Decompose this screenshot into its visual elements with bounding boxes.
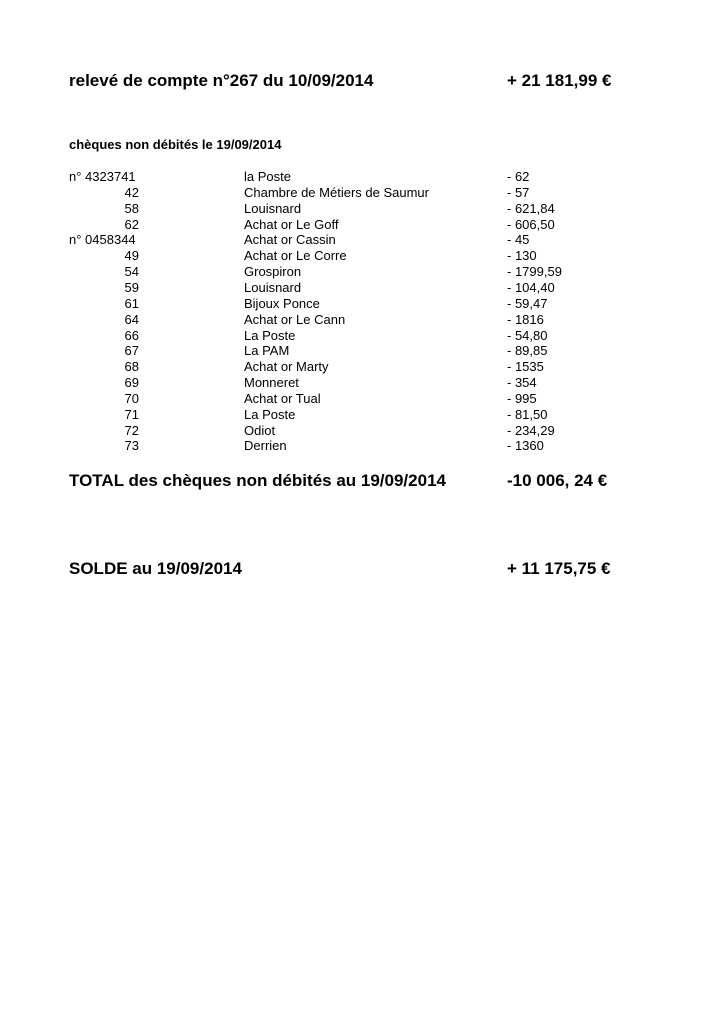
cheque-number: 61 (124, 295, 139, 311)
cheque-payee: Louisnard (244, 200, 302, 216)
cheque-number: 67 (124, 343, 139, 359)
cheque-amount: - 621,84 (507, 200, 555, 216)
cheque-number: 58 (124, 200, 139, 216)
cheque-amount: - 1816 (507, 311, 544, 327)
statement-amount: + 21 181,99 € (507, 71, 612, 90)
cheque-number: 54 (124, 264, 139, 280)
cheque-amount: - 54,80 (507, 327, 548, 343)
cheque-payee: Odiot (244, 422, 276, 438)
cheque-amount: - 1535 (507, 359, 544, 375)
table-row (0, 407, 724, 423)
cheque-number: n° 0458344 (69, 232, 136, 248)
cheque-payee: La Poste (244, 406, 296, 422)
cheque-amount: - 81,50 (507, 406, 548, 422)
cheque-number: 62 (124, 216, 139, 232)
table-row (0, 343, 724, 359)
cheque-amount: - 57 (507, 184, 530, 200)
cheque-amount: - 62 (507, 169, 530, 184)
cheque-payee: Achat or Le Cann (244, 311, 346, 327)
cheque-payee: La PAM (244, 343, 290, 359)
cheque-payee: Chambre de Métiers de Saumur (244, 184, 429, 200)
table-row (0, 312, 724, 328)
cheque-number: 49 (124, 248, 139, 264)
table-row (0, 232, 724, 248)
cheque-payee: Grospiron (244, 264, 302, 280)
statement-title: relevé de compte n°267 du 10/09/2014 (69, 71, 374, 90)
cheque-payee: Bijoux Ponce (244, 295, 320, 311)
cheque-amount: - 1360 (507, 438, 544, 454)
cheque-payee: Monneret (244, 375, 299, 391)
cheque-amount: - 1799,59 (507, 264, 562, 280)
cheque-payee: Achat or Le Corre (244, 248, 347, 264)
total-amount: -10 006, 24 € (507, 471, 608, 490)
table-row (0, 359, 724, 375)
cheque-amount: - 130 (507, 248, 537, 264)
table-row (0, 391, 724, 407)
cheque-number: 64 (124, 311, 139, 327)
table-row (0, 217, 724, 233)
table-row (0, 438, 724, 454)
cheque-payee: Louisnard (244, 279, 302, 295)
cheque-amount: - 606,50 (507, 216, 555, 232)
cheque-number: 66 (124, 327, 139, 343)
cheque-amount: - 995 (507, 390, 537, 406)
table-row (0, 296, 724, 312)
balance-label: SOLDE au 19/09/2014 (69, 559, 242, 578)
table-row (0, 280, 724, 296)
cheque-payee: Achat or Marty (244, 359, 329, 375)
cheque-number: n° 4323741 (69, 169, 136, 184)
table-row (0, 185, 724, 201)
cheque-amount: - 59,47 (507, 295, 548, 311)
table-row (0, 423, 724, 439)
table-row (0, 375, 724, 391)
cheques-section-title: chèques non débités le 19/09/2014 (69, 137, 282, 152)
cheque-number: 70 (124, 390, 139, 406)
table-row (0, 201, 724, 217)
cheque-number: 73 (124, 438, 139, 454)
table-row (0, 169, 724, 185)
cheque-payee: la Poste (244, 169, 291, 184)
cheque-number: 59 (124, 279, 139, 295)
cheque-amount: - 45 (507, 232, 530, 248)
cheque-number: 71 (124, 406, 139, 422)
cheque-number: 68 (124, 359, 139, 375)
cheque-number: 69 (124, 375, 139, 391)
cheque-payee: Derrien (244, 438, 287, 454)
cheque-payee: Achat or Le Goff (244, 216, 339, 232)
cheque-amount: - 234,29 (507, 422, 555, 438)
total-label: TOTAL des chèques non débités au 19/09/2014 (69, 471, 446, 490)
table-row (0, 328, 724, 344)
cheque-amount: - 104,40 (507, 279, 555, 295)
cheque-payee: Achat or Tual (244, 390, 321, 406)
table-row (0, 248, 724, 264)
cheque-amount: - 89,85 (507, 343, 548, 359)
cheque-number: 42 (124, 184, 139, 200)
balance-amount: + 11 175,75 € (507, 559, 611, 578)
cheque-amount: - 354 (507, 375, 537, 391)
cheque-payee: La Poste (244, 327, 296, 343)
cheque-number: 72 (124, 422, 139, 438)
cheque-payee: Achat or Cassin (244, 232, 336, 248)
table-row (0, 264, 724, 280)
